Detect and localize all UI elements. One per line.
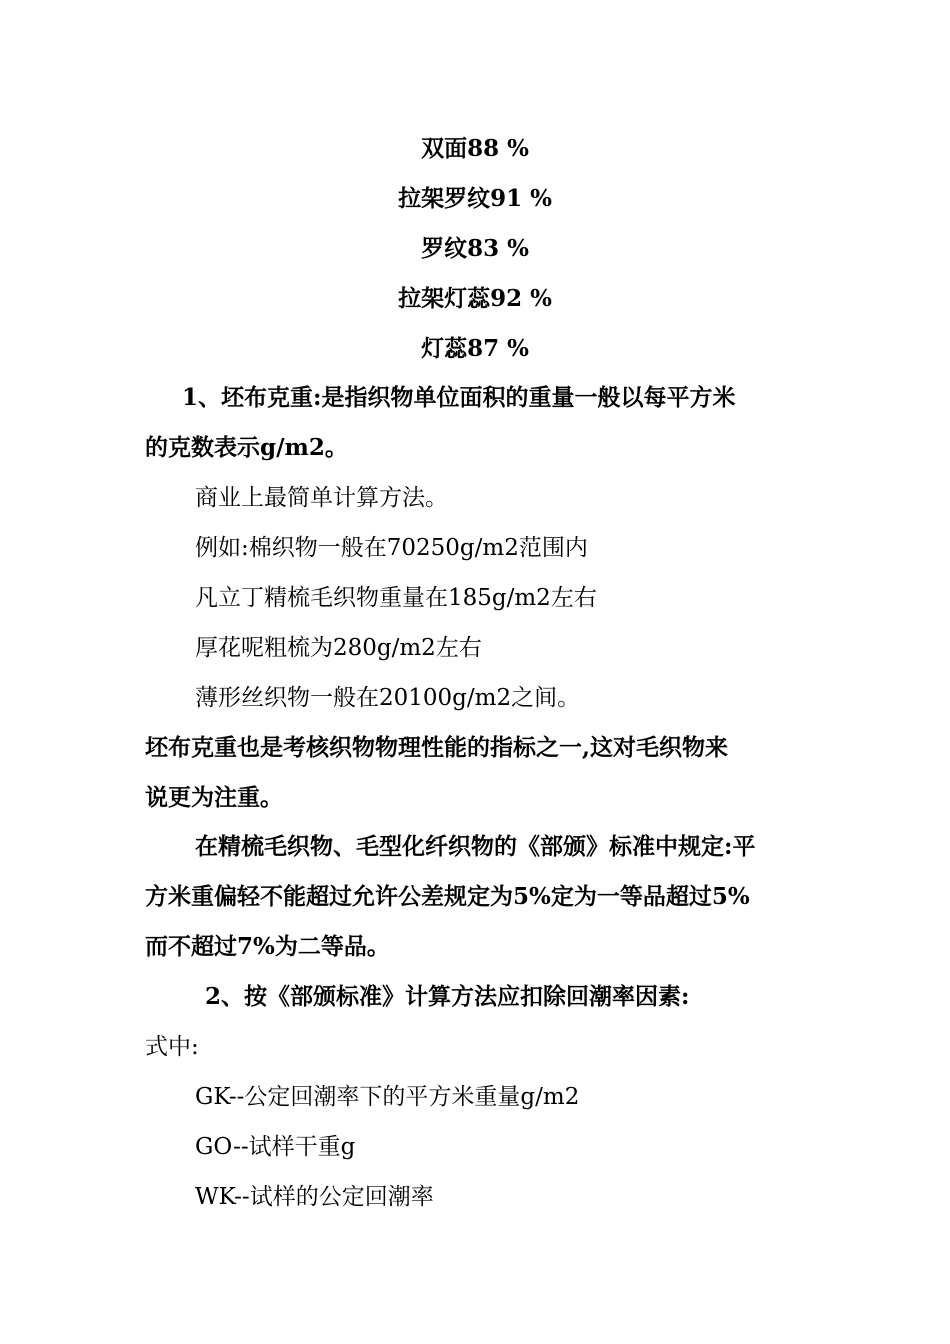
example-line: 商业上最简单计算方法。 (195, 485, 448, 511)
standard-line2: 方米重偏轻不能超过允许公差规定为5%定为一等品超过5% (145, 883, 750, 910)
example-line: 厚花呢粗梳为280g/m2左右 (195, 635, 482, 661)
ratio-double-face: 双面88 % (421, 135, 529, 162)
definition-wk: WK--试样的公定回潮率 (195, 1184, 434, 1210)
importance-line1: 坯布克重也是考核织物物理性能的指标之一,这对毛织物来 (145, 734, 729, 761)
ratio-stretch-rib: 拉架罗纹91 % (398, 185, 552, 212)
importance-line2: 说更为注重。 (145, 784, 283, 811)
standard-line1: 在精梳毛织物、毛型化纤织物的《部颁》标准中规定:平 (195, 833, 756, 860)
ratio-rib: 罗纹83 % (421, 235, 529, 262)
section2-heading: 2、按《部颁标准》计算方法应扣除回潮率因素: (205, 983, 690, 1010)
standard-line3: 而不超过7%为二等品。 (145, 933, 390, 960)
example-line: 例如:棉织物一般在70250g/m2范围内 (195, 535, 588, 561)
example-line: 薄形丝织物一般在20100g/m2之间。 (195, 685, 581, 711)
definition-go: GO--试样干重g (195, 1134, 356, 1160)
definition-gk: GK--公定回潮率下的平方米重量g/m2 (195, 1084, 580, 1110)
formula-label: 式中: (145, 1034, 199, 1060)
section1-heading-line2: 的克数表示g/m2。 (145, 434, 348, 461)
section1-heading-line1: 1、坯布克重:是指织物单位面积的重量一般以每平方米 (182, 384, 736, 411)
ratio-corduroy: 灯蕊87 % (421, 335, 529, 362)
ratio-stretch-corduroy: 拉架灯蕊92 % (398, 285, 552, 312)
example-line: 凡立丁精梳毛织物重量在185g/m2左右 (195, 585, 597, 611)
